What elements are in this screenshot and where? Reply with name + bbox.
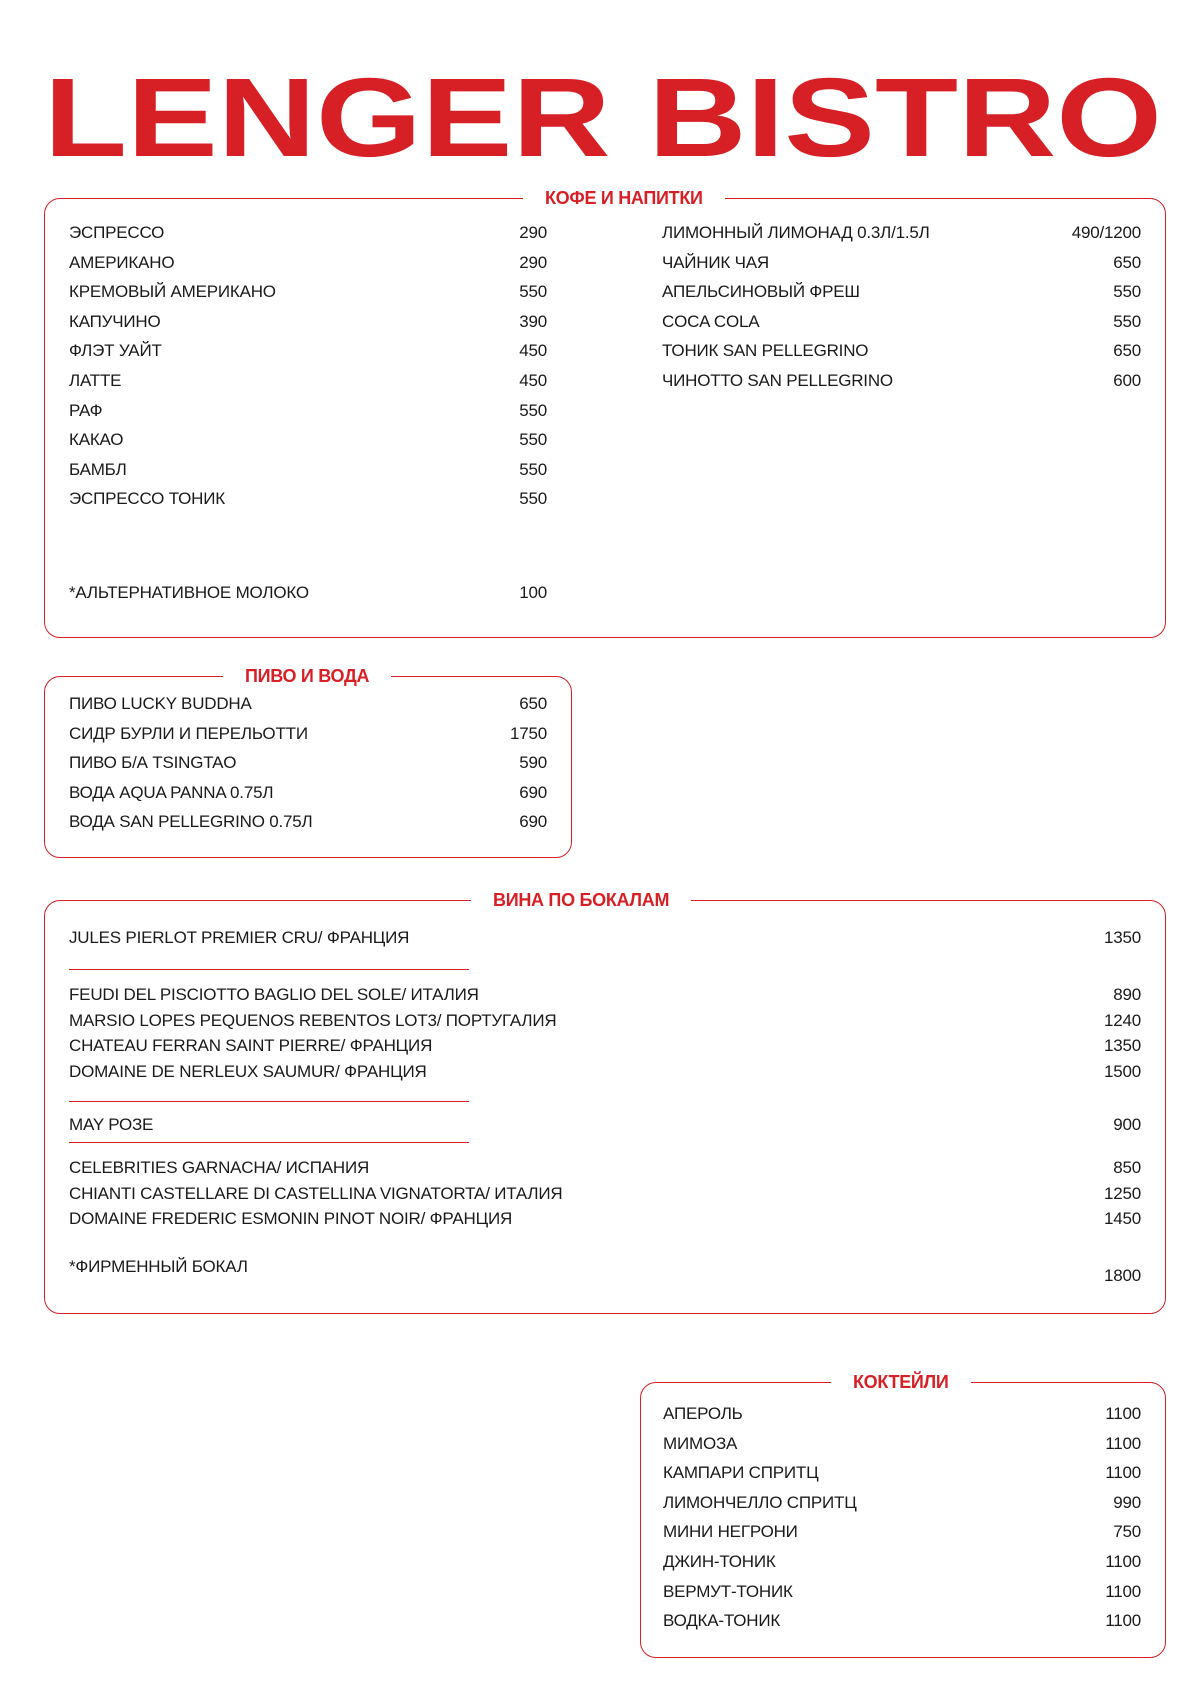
menu-item-price: 390 bbox=[519, 311, 547, 331]
menu-item-price: 590 bbox=[519, 753, 547, 773]
menu-item-name: КАМПАРИ СПРИТЦ bbox=[663, 1463, 819, 1483]
menu-item-name: ЧИНОТТО SAN PELLEGRINO bbox=[662, 371, 893, 390]
menu-item-name: JULES PIERLOT PREMIER CRU/ ФРАНЦИЯ bbox=[69, 928, 410, 947]
wine-section-heading: ВИНА ПО БОКАЛАМ bbox=[471, 889, 691, 911]
menu-item-price: 650 bbox=[1113, 252, 1141, 272]
menu-item-price: 1500 bbox=[1103, 1062, 1141, 1082]
menu-item-price: 600 bbox=[1113, 371, 1141, 390]
menu-item-name: ЧАЙНИК ЧАЯ bbox=[662, 252, 769, 272]
menu-item-price: 550 bbox=[519, 430, 547, 450]
menu-item-name: ЛИМОННЫЙ ЛИМОНАД 0.3Л/1.5Л bbox=[662, 223, 930, 242]
menu-note-name: *АЛЬТЕРНАТИВНОЕ МОЛОКО bbox=[69, 583, 309, 602]
menu-item-name: FEUDI DEL PISCIOTTO BAGLIO DEL SOLE/ ИТАЛИЯ bbox=[69, 985, 479, 1004]
menu-item-name: КАКАО bbox=[69, 430, 124, 450]
cocktails-section-heading: КОКТЕЙЛИ bbox=[831, 1371, 971, 1393]
menu-item-name: ПИВО Б/А TSINGTAO bbox=[69, 753, 237, 773]
menu-item-price: 550 bbox=[519, 489, 547, 509]
coffee-section-heading: КОФЕ И НАПИТКИ bbox=[523, 187, 725, 209]
menu-item-price: 750 bbox=[1113, 1522, 1141, 1542]
menu-item-price: 1750 bbox=[509, 723, 547, 743]
menu-item-name: DOMAINE FREDERIC ESMONIN PINOT NOIR/ ФРАНЦИЯ bbox=[69, 1209, 513, 1229]
wine-section bbox=[44, 890, 1166, 1314]
menu-item-price: 1100 bbox=[1105, 1404, 1141, 1423]
menu-item-name: ФЛЭТ УАЙТ bbox=[69, 341, 162, 361]
menu-item-price: 1350 bbox=[1103, 1036, 1141, 1056]
wine-divider bbox=[69, 969, 469, 970]
menu-item-price: 1100 bbox=[1105, 1552, 1141, 1571]
menu-item-name: ТОНИК SAN PELLEGRINO bbox=[662, 341, 869, 361]
menu-item-name: ЛИМОНЧЕЛЛО СПРИТЦ bbox=[663, 1492, 857, 1512]
menu-note-price: 100 bbox=[519, 583, 547, 602]
beer-section-heading: ПИВО И ВОДА bbox=[223, 665, 391, 687]
restaurant-title bbox=[44, 58, 1164, 178]
menu-item-price: 1350 bbox=[1103, 928, 1141, 947]
menu-item-name: CHATEAU FERRAN SAINT PIERRE/ ФРАНЦИЯ bbox=[69, 1036, 433, 1056]
menu-item-price: 550 bbox=[1113, 282, 1141, 302]
menu-item-name: ВОДА SAN PELLEGRINO 0.75Л bbox=[69, 812, 313, 832]
menu-item-price: 490/1200 bbox=[1071, 223, 1141, 242]
menu-item-price: 1100 bbox=[1105, 1581, 1141, 1601]
menu-item-name: CELEBRITIES GARNACHA/ ИСПАНИЯ bbox=[69, 1158, 370, 1177]
menu-item-price: 690 bbox=[519, 782, 547, 802]
menu-item-price: 690 bbox=[519, 812, 547, 832]
restaurant-title-text: LENGER BISTRO bbox=[44, 58, 1162, 178]
wine-divider bbox=[69, 1142, 469, 1143]
menu-item-name: COCA COLA bbox=[662, 311, 760, 331]
beer-section bbox=[44, 666, 572, 858]
menu-item-price: 550 bbox=[1113, 311, 1141, 331]
menu-item-name: АМЕРИКАНО bbox=[69, 252, 175, 272]
menu-item-price: 850 bbox=[1113, 1158, 1141, 1177]
menu-item-name: КАПУЧИНО bbox=[69, 311, 161, 331]
menu-item-name: ЭСПРЕССО ТОНИК bbox=[69, 489, 225, 509]
menu-item-price: 1450 bbox=[1103, 1209, 1141, 1229]
menu-item-price: 290 bbox=[519, 223, 547, 242]
menu-item-name: ПИВО LUCKY BUDDHA bbox=[69, 694, 252, 713]
menu-item-name: ЭСПРЕССО bbox=[69, 223, 165, 242]
menu-item-name: ВЕРМУТ-ТОНИК bbox=[663, 1581, 793, 1601]
menu-item-price: 450 bbox=[519, 341, 547, 361]
menu-note-name: *ФИРМЕННЫЙ БОКАЛ bbox=[69, 1257, 248, 1276]
menu-item-price: 550 bbox=[519, 282, 547, 302]
menu-item-name: MARSIO LOPES PEQUENOS REBENTOS LOT3/ ПОРТУГАЛИЯ bbox=[69, 1010, 557, 1030]
coffee-section bbox=[44, 188, 1166, 638]
menu-item-name: РАФ bbox=[69, 400, 103, 420]
menu-item-name: ЛАТТЕ bbox=[69, 371, 122, 390]
cocktails-section bbox=[640, 1372, 1166, 1658]
menu-item-price: 1250 bbox=[1103, 1183, 1141, 1203]
menu-item-name: МИНИ НЕГРОНИ bbox=[663, 1522, 798, 1542]
menu-item-price: 550 bbox=[519, 400, 547, 420]
menu-item-price: 1240 bbox=[1103, 1010, 1141, 1030]
menu-item-price: 450 bbox=[519, 371, 547, 390]
menu-item-name: MAY РОЗЕ bbox=[69, 1115, 154, 1134]
menu-note-price: 1800 bbox=[1103, 1266, 1141, 1285]
menu-item-name: СИДР БУРЛИ И ПЕРЕЛЬОТТИ bbox=[69, 723, 308, 743]
menu-item-name: ДЖИН-ТОНИК bbox=[663, 1552, 776, 1571]
menu-item-name: АПЕРОЛЬ bbox=[663, 1404, 743, 1423]
menu-item-price: 1100 bbox=[1105, 1433, 1141, 1453]
menu-item-price: 650 bbox=[1113, 341, 1141, 361]
menu-item-price: 1100 bbox=[1105, 1463, 1141, 1483]
menu-item-name: ВОДКА-ТОНИК bbox=[663, 1611, 781, 1631]
wine-divider bbox=[69, 1101, 469, 1102]
menu-item-name: АПЕЛЬСИНОВЫЙ ФРЕШ bbox=[662, 282, 860, 302]
menu-item-name: КРЕМОВЫЙ АМЕРИКАНО bbox=[69, 282, 276, 302]
menu-item-name: МИМОЗА bbox=[663, 1433, 738, 1453]
menu-item-name: CHIANTI CASTELLARE DI CASTELLINA VIGNATORTA/ ИТАЛИЯ bbox=[69, 1183, 563, 1203]
menu-item-price: 890 bbox=[1113, 985, 1141, 1004]
menu-item-name: DOMAINE DE NERLEUX SAUMUR/ ФРАНЦИЯ bbox=[69, 1062, 427, 1082]
menu-item-name: ВОДА AQUA PANNA 0.75Л bbox=[69, 782, 274, 802]
menu-item-price: 550 bbox=[519, 459, 547, 479]
menu-item-price: 1100 bbox=[1105, 1611, 1141, 1631]
menu-item-price: 650 bbox=[519, 694, 547, 713]
menu-item-name: БАМБЛ bbox=[69, 459, 127, 479]
menu-item-price: 290 bbox=[519, 252, 547, 272]
menu-item-price: 990 bbox=[1113, 1492, 1141, 1512]
menu-item-price: 900 bbox=[1113, 1115, 1141, 1134]
